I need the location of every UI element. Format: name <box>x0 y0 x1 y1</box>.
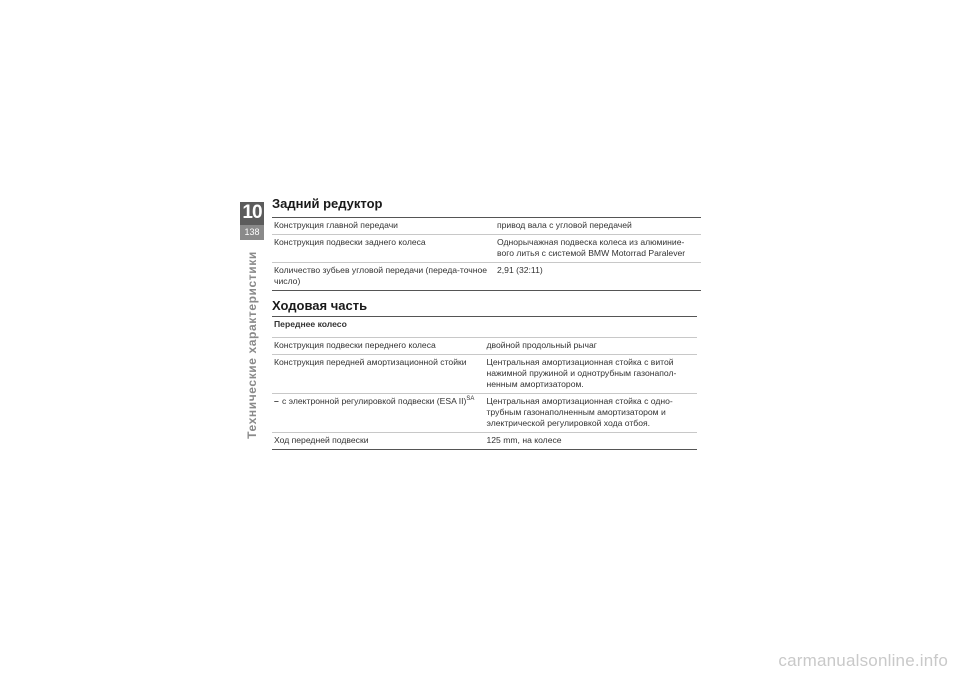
chassis-table <box>272 316 697 450</box>
dash-bullet: – <box>274 396 279 406</box>
spec-label: Конструкция передней амортизационной стойки <box>272 355 485 394</box>
spec-value: Центральная амортизационная стойка с витой нажимной пружиной и однотрубным газонапол-ненным амортизатором. <box>485 355 698 394</box>
chapter-side-title: Технические характеристики <box>245 251 259 439</box>
spec-label: Конструкция подвески переднего колеса <box>272 338 485 355</box>
spec-label: Ход передней подвески <box>272 433 485 450</box>
table-row <box>272 338 697 355</box>
spec-value: Центральная амортизационная стойка с одно-трубным газонаполненным амортизатором и электрической регулировкой хода отбоя. <box>485 394 698 433</box>
spec-value: Однорычажная подвеска колеса из алюминие-вого литья с системой BMW Motorrad Paralever <box>495 235 701 263</box>
spec-label: Конструкция главной передачи <box>272 218 495 235</box>
table-row <box>272 433 697 450</box>
spec-value: двойной продольный рычаг <box>485 338 698 355</box>
spec-label: Количество зубьев угловой передачи (переда-точное число) <box>272 263 495 291</box>
section-title-rear-gear: Задний редуктор <box>272 196 383 211</box>
section-title-chassis: Ходовая часть <box>272 298 368 313</box>
subheading-row <box>272 317 697 338</box>
chapter-tab <box>240 202 264 240</box>
spec-value: 125 mm, на колесе <box>485 433 698 450</box>
watermark: carmanualsonline.info <box>778 651 948 670</box>
table-row <box>272 263 701 291</box>
content-column <box>272 196 697 450</box>
rear-gear-table <box>272 217 701 291</box>
chapter-number: 10 <box>242 202 262 223</box>
page-number: 138 <box>240 225 264 240</box>
table-row <box>272 235 701 263</box>
special-equipment-marker: SA <box>466 396 475 403</box>
spec-value: привод вала с угловой передачей <box>495 218 701 235</box>
spec-label-option <box>272 394 485 433</box>
table-row <box>272 355 697 394</box>
spec-value: 2,91 (32:11) <box>495 263 701 291</box>
table-row <box>272 218 701 235</box>
option-label: с электронной регулировкой подвески (ESA II) <box>282 396 467 406</box>
table-row <box>272 394 697 433</box>
spec-label: Конструкция подвески заднего колеса <box>272 235 495 263</box>
subheading-front-wheel: Переднее колесо <box>272 317 697 338</box>
